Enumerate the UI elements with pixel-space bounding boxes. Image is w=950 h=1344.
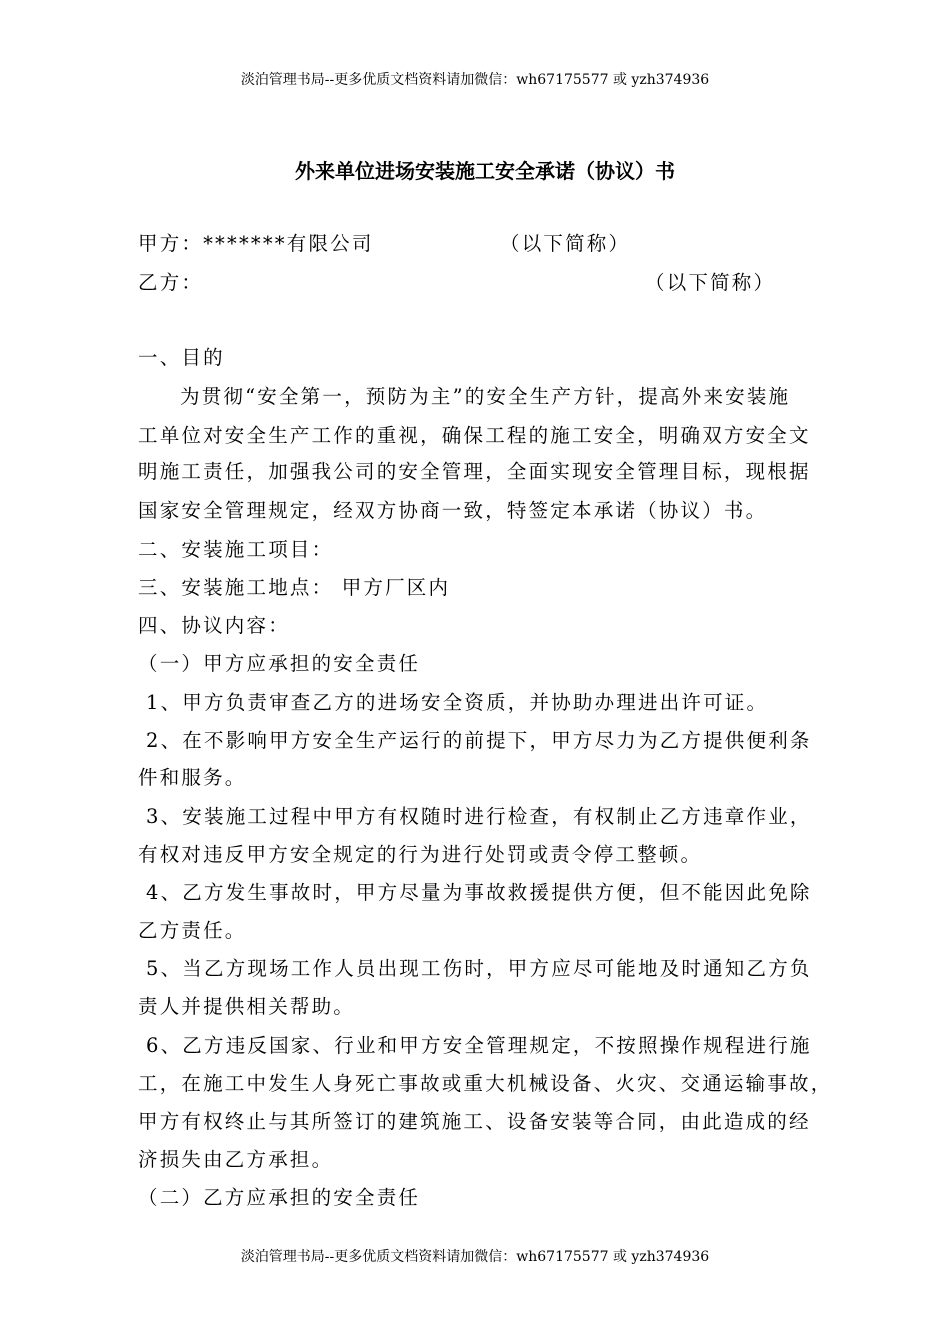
section-purpose-heading: 一、目的 [138, 346, 225, 369]
clause-line: 3、安装施工过程中甲方有权随时进行检查，有权制止乙方违章作业， [146, 805, 812, 828]
party-b-label: 乙方： [138, 271, 204, 294]
page-header: 淡泊管理书局--更多优质文档资料请加微信：wh67175577 或 yzh374936 [240, 72, 710, 88]
paragraph-line: 明施工责任，加强我公司的安全管理，全面实现安全管理目标，现根据 [138, 460, 811, 483]
page-footer: 淡泊管理书局--更多优质文档资料请加微信：wh67175577 或 yzh374936 [240, 1249, 710, 1265]
clause-line: 有权对违反甲方安全规定的行为进行处罚或责令停工整顿。 [138, 843, 703, 866]
party-a-suffix: （以下简称） [500, 232, 631, 255]
clause-line: 件和服务。 [138, 766, 247, 789]
subsection-party-b-heading: （二）乙方应承担的安全责任 [138, 1186, 421, 1209]
clause-line: 2、在不影响甲方安全生产运行的前提下，甲方尽力为乙方提供便利条 [146, 729, 812, 752]
clause-line: 5、当乙方现场工作人员出现工伤时，甲方应尽可能地及时通知乙方负 [146, 957, 812, 980]
paragraph-line: 工单位对安全生产工作的重视，确保工程的施工安全，明确双方安全文 [138, 424, 811, 447]
section-agreement-heading: 四、协议内容： [138, 614, 290, 637]
party-b-suffix: （以下简称） [645, 271, 776, 294]
party-a-label: 甲方：*******有限公司 [138, 232, 374, 255]
clause-line: 责人并提供相关帮助。 [138, 995, 356, 1018]
clause-line: 甲方有权终止与其所签订的建筑施工、设备安装等合同，由此造成的经 [138, 1110, 811, 1133]
clause-line: 4、乙方发生事故时，甲方尽量为事故救援提供方便，但不能因此免除 [146, 881, 812, 904]
section-location-heading: 三、安装施工地点： 甲方厂区内 [138, 576, 451, 599]
paragraph-line: 为贯彻“安全第一，预防为主”的安全生产方针，提高外来安装施 [180, 385, 791, 408]
subsection-party-a-heading: （一）甲方应承担的安全责任 [138, 652, 421, 675]
clause-line: 乙方责任。 [138, 919, 247, 942]
document-title: 外来单位进场安装施工安全承诺（协议）书 [295, 159, 675, 183]
clause-line: 6、乙方违反国家、行业和甲方安全管理规定，不按照操作规程进行施 [146, 1034, 812, 1057]
clause-line: 济损失由乙方承担。 [138, 1148, 334, 1171]
section-project-heading: 二、安装施工项目： [138, 538, 334, 561]
paragraph-line: 国家安全管理规定，经双方协商一致，特签定本承诺（协议）书。 [138, 499, 768, 522]
clause-line: 工，在施工中发生人身死亡事故或重大机械设备、火灾、交通运输事故， [138, 1072, 833, 1095]
clause-line: 1、甲方负责审查乙方的进场安全资质，并协助办理进出许可证。 [146, 691, 769, 714]
